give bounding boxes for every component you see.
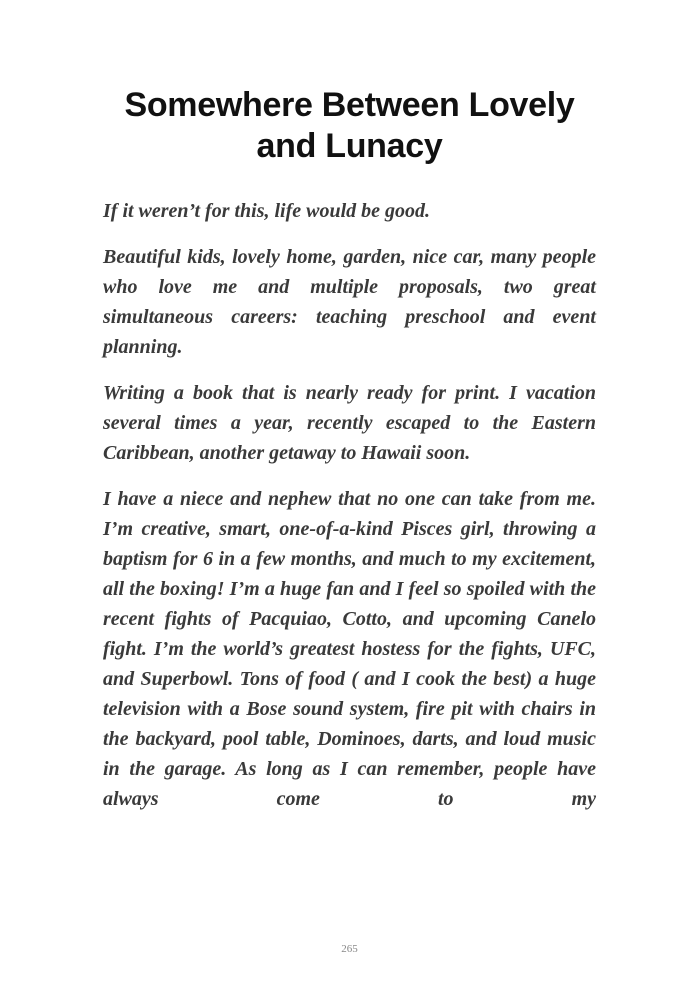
- chapter-title-line-2: and Lunacy: [256, 127, 443, 165]
- paragraph-2: Beautiful kids, lovely home, garden, nice car, many people who love me and multiple proposals, two great simultaneous careers: teaching preschool and event planning.: [103, 246, 596, 358]
- paragraph-4: I have a niece and nephew that no one can take from me. I’m creative, smart, one-of-a-kind Pisces girl, throwing a baptism for 6 in a few months, and much to my excitement, all the boxing! I’m a huge fan and I feel so spoiled with the recent fights of Pacquiao, Cotto, and upcoming Canelo fight. I’m the world’s greatest hostess for the fights, UFC, and Superbowl. Tons of food ( and I cook the best) a huge television with a Bose sound system, fire pit with chairs in the backyard, pool table, Dominoes, darts, and loud music in the garage. As long as I can remember, people have always come to my: [103, 488, 596, 810]
- page-number: 265: [341, 943, 358, 955]
- paragraph-3: Writing a book that is nearly ready for print. I vacation several times a year, recently escaped to the Eastern Caribbean, another getaway to Hawaii soon.: [103, 382, 596, 464]
- chapter-body: [103, 196, 596, 830]
- chapter-title-line-1: Somewhere Between Lovely: [124, 86, 575, 124]
- chapter-title: [60, 85, 639, 167]
- paragraph-1: If it weren’t for this, life would be good.: [103, 200, 431, 222]
